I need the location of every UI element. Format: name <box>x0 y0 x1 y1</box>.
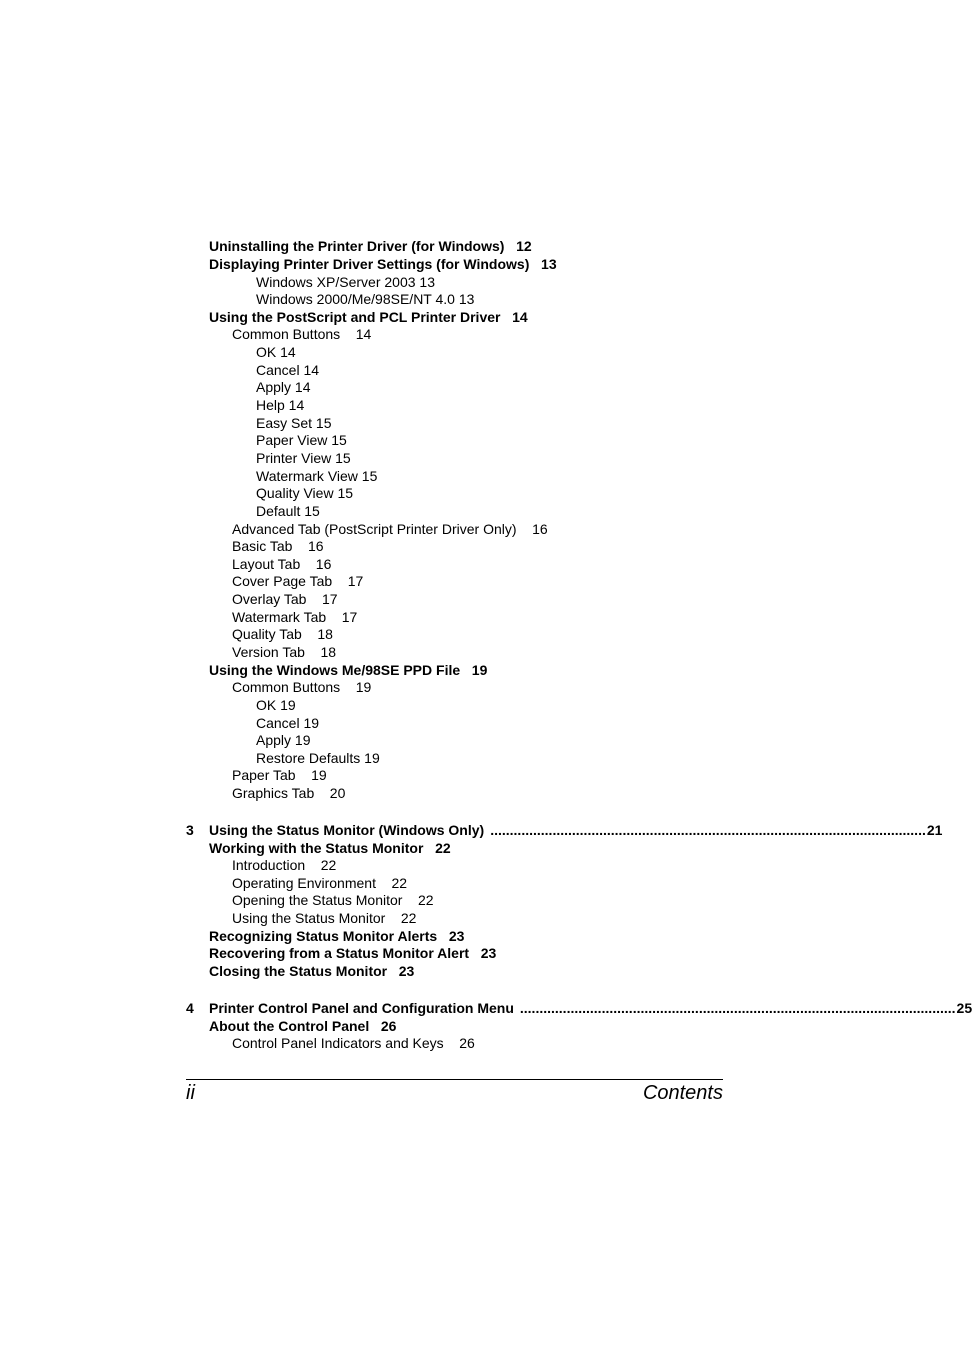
toc-entry-level1: Working with the Status Monitor 22 <box>209 840 451 856</box>
toc-entry-level2: Paper Tab 19 <box>232 767 327 783</box>
toc-entry-level2: Common Buttons 19 <box>232 679 372 695</box>
toc-entry-level3: Quality View 15 <box>256 485 354 501</box>
toc-entry-level3: OK 19 <box>256 697 296 713</box>
toc-entry-level3: Apply 14 <box>256 379 311 395</box>
toc-entry-level3: OK 14 <box>256 344 296 360</box>
toc-entry-level1: About the Control Panel 26 <box>209 1018 397 1034</box>
toc-entry-level3: Help 14 <box>256 397 305 413</box>
toc-entry-level3: Watermark View 15 <box>256 468 378 484</box>
footer-section-title: Contents <box>642 1082 723 1104</box>
toc-entry-level2: Introduction 22 <box>232 857 337 873</box>
toc-entry-level1: Uninstalling the Printer Driver (for Windows) 12 <box>209 238 532 254</box>
toc-entry-level3: Windows 2000/Me/98SE/NT 4.0 13 <box>256 291 475 307</box>
footer-page-number: ii <box>186 1082 195 1104</box>
toc-entry-level2: Cover Page Tab 17 <box>232 573 364 589</box>
toc-entry-level1: Recovering from a Status Monitor Alert 23 <box>209 945 497 961</box>
dot-leader: ................................................................................................................ <box>490 822 926 838</box>
toc-entry-level2: Opening the Status Monitor 22 <box>232 892 434 908</box>
toc-entry-level2: Basic Tab 16 <box>232 538 324 554</box>
toc-entry-level3: Paper View 15 <box>256 432 347 448</box>
toc-entry-level2: Watermark Tab 17 <box>232 609 358 625</box>
toc-entry-level1: Using the Windows Me/98SE PPD File 19 <box>209 662 488 678</box>
toc-entry-level1: Using the PostScript and PCL Printer Driver 14 <box>209 309 528 325</box>
toc-entry-level2: Common Buttons 14 <box>232 326 372 342</box>
toc-entry-level2: Layout Tab 16 <box>232 556 332 572</box>
toc-chapter-4 <box>186 1000 972 1017</box>
toc-entry-level1: Displaying Printer Driver Settings (for Windows) 13 <box>209 256 557 272</box>
toc-entry-level3: Printer View 15 <box>256 450 351 466</box>
toc-entry-level3: Restore Defaults 19 <box>256 750 380 766</box>
chapter-number: 4 <box>186 1000 194 1016</box>
toc-entry-level3: Easy Set 15 <box>256 415 332 431</box>
toc-entry-level2: Version Tab 18 <box>232 644 337 660</box>
toc-chapter-3 <box>186 822 943 839</box>
toc-entry-level2: Operating Environment 22 <box>232 875 408 891</box>
toc-entry-level1: Recognizing Status Monitor Alerts 23 <box>209 928 465 944</box>
toc-entry-level2: Overlay Tab 17 <box>232 591 338 607</box>
toc-entry-level2: Advanced Tab (PostScript Printer Driver Only) 16 <box>232 521 548 537</box>
chapter-page: 21 <box>926 822 943 838</box>
toc-entry-level3: Apply 19 <box>256 732 311 748</box>
footer-rule <box>186 1079 723 1080</box>
toc-entry-level2: Using the Status Monitor 22 <box>232 910 417 926</box>
toc-entry-level1: Closing the Status Monitor 23 <box>209 963 415 979</box>
dot-leader: ................................................................................................................ <box>519 1000 956 1016</box>
toc-entry-level2: Control Panel Indicators and Keys 26 <box>232 1035 475 1051</box>
chapter-number: 3 <box>186 822 194 838</box>
toc-entry-level3: Default 15 <box>256 503 320 519</box>
toc-entry-level3: Windows XP/Server 2003 13 <box>256 274 435 290</box>
toc-entry-level3: Cancel 19 <box>256 715 320 731</box>
chapter-title: Printer Control Panel and Configuration Menu <box>209 1000 514 1016</box>
chapter-page: 25 <box>956 1000 972 1016</box>
toc-entry-level2: Quality Tab 18 <box>232 626 333 642</box>
toc-entry-level3: Cancel 14 <box>256 362 320 378</box>
chapter-title: Using the Status Monitor (Windows Only) <box>209 822 485 838</box>
toc-entry-level2: Graphics Tab 20 <box>232 785 346 801</box>
